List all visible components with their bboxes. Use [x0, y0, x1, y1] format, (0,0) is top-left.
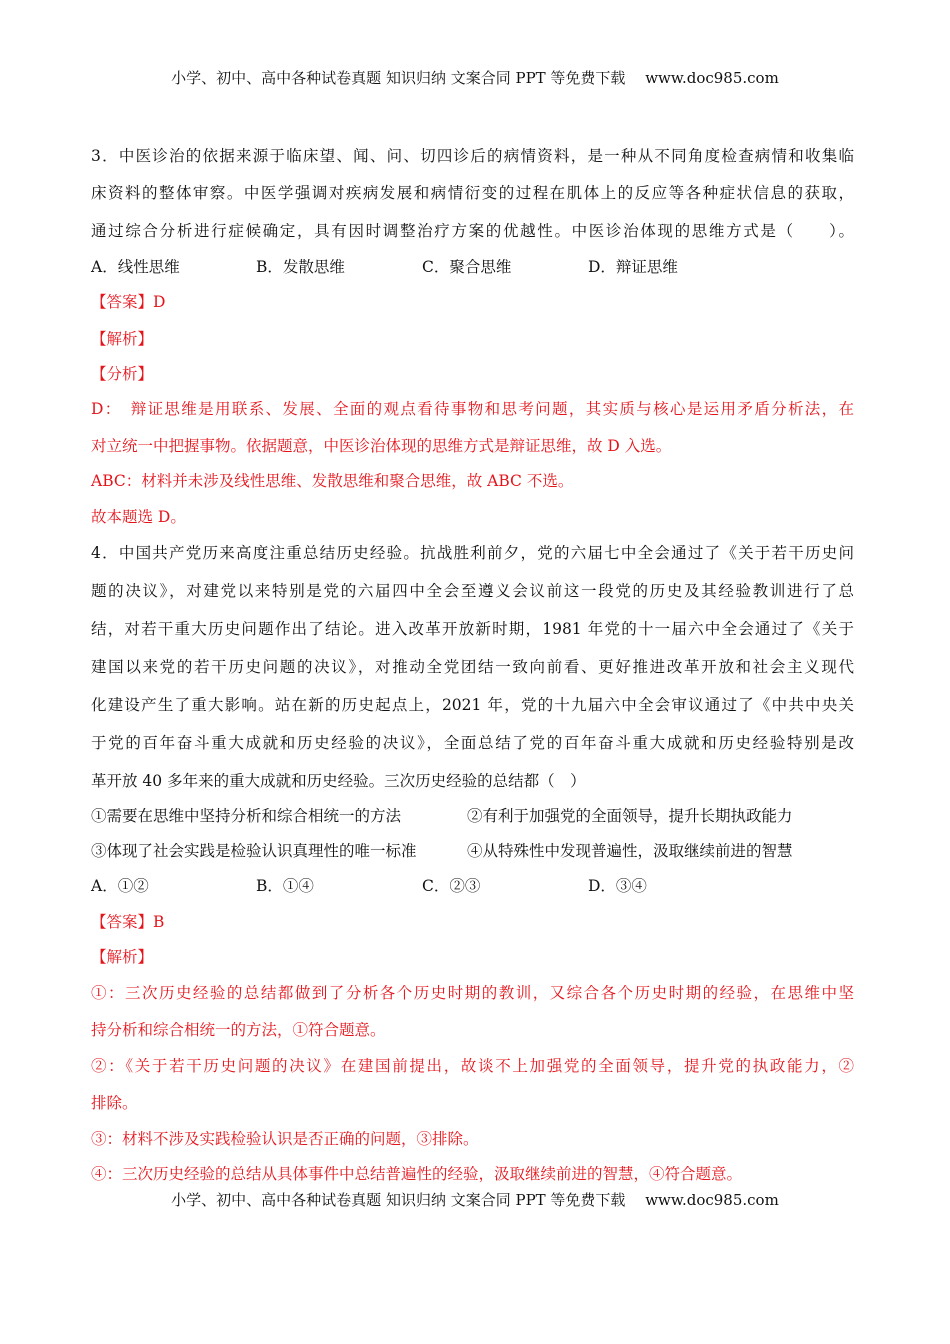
- q4-option-a: A．①②: [91, 877, 149, 895]
- q4-jiexi-label: 【解析】: [91, 948, 154, 966]
- q3-analysis-line: 故本题选 D。: [91, 508, 186, 526]
- q4-option-b: B．①④: [256, 877, 314, 895]
- q4-analysis-line: 持分析和综合相统一的方法，①符合题意。: [91, 1021, 386, 1039]
- q3-option-b: B．发散思维: [256, 258, 345, 276]
- q4-stem-line: 建国以来党的若干历史问题的决议》，对推动全党团结一致向前看、更好推进改革开放和社会主义现代: [91, 658, 854, 676]
- q4-statement-3: ③体现了社会实践是检验认识真理性的唯一标准: [91, 842, 417, 860]
- q4-analysis-line: ①：三次历史经验的总结都做到了分析各个历史时期的教训，又综合各个历史时期的经验，在思维中坚: [91, 984, 854, 1002]
- q4-analysis-line: ②：《关于若干历史问题的决议》在建国前提出，故谈不上加强党的全面领导，提升党的执政能力，②: [91, 1057, 854, 1075]
- q4-stem-line: 化建设产生了重大影响。站在新的历史起点上，2021 年，党的十九届六中全会审议通过了《中共中央关: [91, 696, 854, 714]
- q4-statement-1: ①需要在思维中坚持分析和综合相统一的方法: [91, 807, 402, 825]
- q4-statement-2: ②有利于加强党的全面领导，提升长期执政能力: [467, 807, 793, 825]
- q3-fenxi-label: 【分析】: [91, 365, 154, 383]
- q3-option-d: D．辩证思维: [588, 258, 678, 276]
- q3-answer: 【答案】D: [91, 293, 166, 311]
- q3-stem-line: 床资料的整体审察。中医学强调对疾病发展和病情衍变的过程在肌体上的反应等各种症状信息的获取，: [91, 184, 854, 202]
- q3-analysis-line: 对立统一中把握事物。依据题意，中医诊治体现的思维方式是辩证思维，故 D 入选。: [91, 437, 672, 455]
- q3-option-a: A．线性思维: [91, 258, 180, 276]
- q4-analysis-line: ③：材料不涉及实践检验认识是否正确的问题，③排除。: [91, 1130, 479, 1148]
- q3-stem-line: 通过综合分析进行症候确定，具有因时调整治疗方案的优越性。中医诊治体现的思维方式是（ ）。: [91, 222, 854, 240]
- page-footer: 小学、初中、高中各种试卷真题 知识归纳 文案合同 PPT 等免费下载 www.doc985.com: [171, 1191, 779, 1209]
- q4-analysis-line: 排除。: [91, 1094, 138, 1112]
- q4-answer: 【答案】B: [91, 913, 165, 931]
- q4-analysis-line: ④：三次历史经验的总结从具体事件中总结普遍性的经验，汲取继续前进的智慧，④符合题意。: [91, 1165, 743, 1183]
- q3-stem-line: 3．中医诊治的依据来源于临床望、闻、问、切四诊后的病情资料，是一种从不同角度检查病情和收集临: [91, 147, 854, 165]
- q4-option-c: C．②③: [422, 877, 481, 895]
- q4-stem-line: 革开放 40 多年来的重大成就和历史经验。三次历史经验的总结都（ ）: [91, 772, 586, 790]
- q4-stem-line: 于党的百年奋斗重大成就和历史经验的决议》，全面总结了党的百年奋斗重大成就和历史经验特别是改: [91, 734, 854, 752]
- q3-analysis-line: D： 辩证思维是用联系、发展、全面的观点看待事物和思考问题，其实质与核心是运用矛盾分析法，在: [91, 400, 854, 418]
- q4-stem-line: 题的决议》，对建党以来特别是党的六届四中全会至遵义会议前这一段党的历史及其经验教训进行了总: [91, 582, 854, 600]
- q3-analysis-line: ABC：材料并未涉及线性思维、发散思维和聚合思维，故 ABC 不选。: [91, 472, 574, 490]
- q4-stem-line: 4．中国共产党历来高度注重总结历史经验。抗战胜利前夕，党的六届七中全会通过了《关于若干历史问: [91, 544, 854, 562]
- q4-option-d: D．③④: [588, 877, 647, 895]
- q4-statement-4: ④从特殊性中发现普遍性，汲取继续前进的智慧: [467, 842, 793, 860]
- page-header: 小学、初中、高中各种试卷真题 知识归纳 文案合同 PPT 等免费下载 www.doc985.com: [171, 69, 779, 87]
- q3-option-c: C．聚合思维: [422, 258, 512, 276]
- q3-jiexi-label: 【解析】: [91, 330, 154, 348]
- q4-stem-line: 结，对若干重大历史问题作出了结论。进入改革开放新时期，1981 年党的十一届六中全会通过了《关于: [91, 620, 854, 638]
